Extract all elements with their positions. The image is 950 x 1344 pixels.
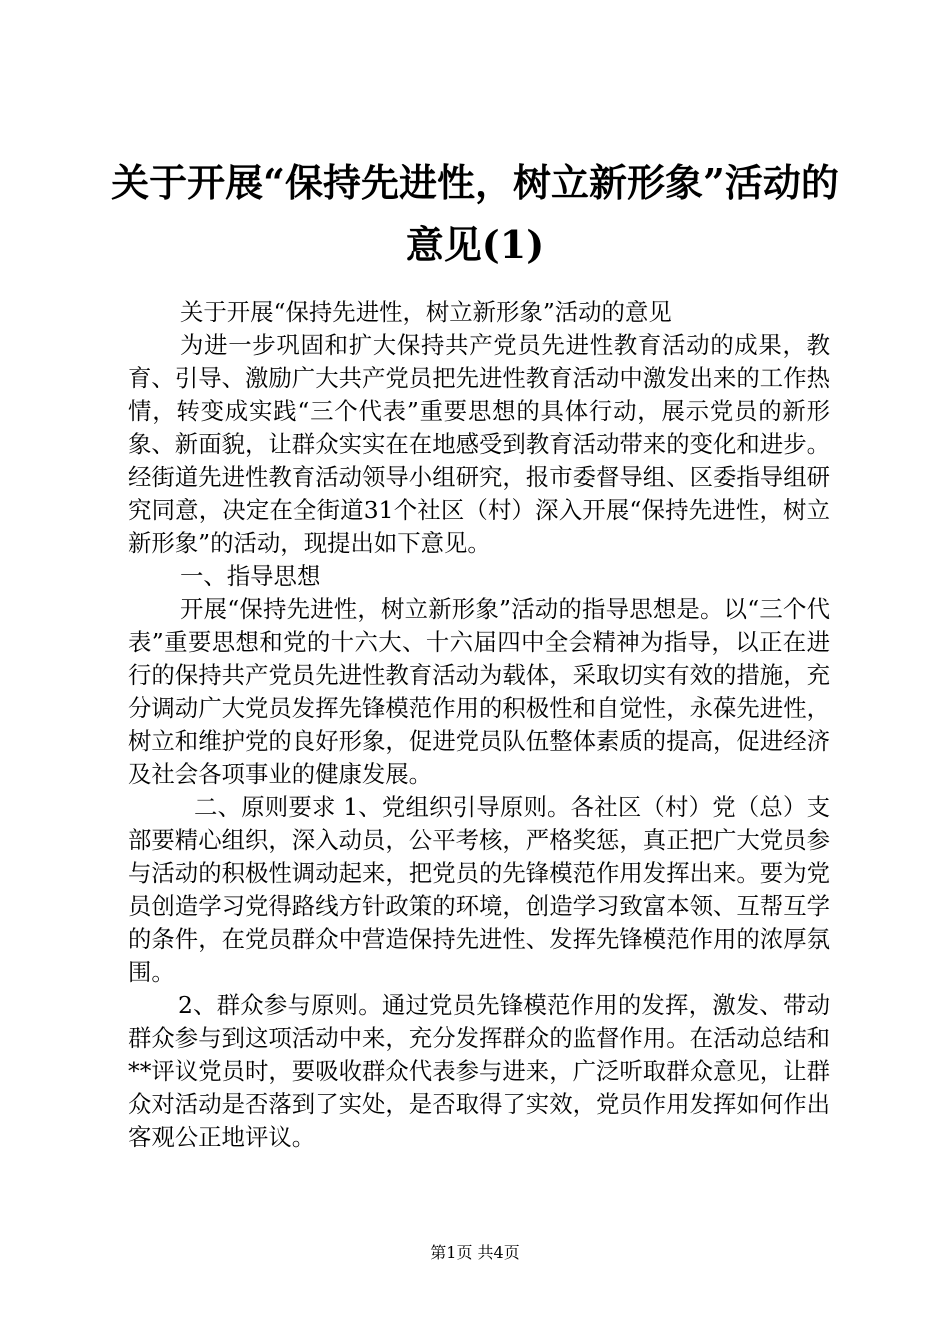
page-number-footer: 第1页 共4页 <box>430 1243 520 1262</box>
paragraph-mass-participation: 2、群众参与原则。通过党员先锋模范作用的发挥，激发、带动群众参与到这项活动中来，充分发挥群众的监督作用。在活动总结和**评议党员时，要吸收群众代表参与进来，广泛听取群众意见，让群众对活动是否落到了实处，是否取得了实效，党员作用发挥如何作出客观公正地评议。 <box>128 991 830 1151</box>
document-subtitle: 关于开展“保持先进性，树立新形象”活动的意见 <box>180 298 672 326</box>
paragraph-guiding-ideology: 开展“保持先进性，树立新形象”活动的指导思想是。以“三个代表”重要思想和党的十六大、十六届四中全会精神为指导，以正在进行的保持共产党员先进性教育活动为载体，采取切实有效的措施，充分调动广大党员发挥先锋模范作用的积极性和自觉性，永葆先进性，树立和维护党的良好形象，促进党员队伍整体素质的提高，促进经济及社会各项事业的健康发展。 <box>128 595 830 788</box>
paragraph-intro: 为进一步巩固和扩大保持共产党员先进性教育活动的成果，教育、引导、激励广大共产党员把先进性教育活动中激发出来的工作热情，转变成实践“三个代表”重要思想的具体行动，展示党员的新形象、新面貌，让群众实实在在地感受到教育活动带来的变化和进步。经街道先进性教育活动领导小组研究，报市委督导组、区委指导组研究同意，决定在全街道31个社区（村）深入开展“保持先进性，树立新形象”的活动，现提出如下意见。 <box>128 331 830 557</box>
document-title-line2: 意见(1) <box>405 222 545 267</box>
document-title-line1: 关于开展“保持先进性，树立新形象”活动的 <box>111 160 839 205</box>
section-heading-guiding-ideology: 一、指导思想 <box>180 562 321 590</box>
document-body <box>128 296 830 1154</box>
paragraph-principles: 二、原则要求 1、党组织引导原则。各社区（村）党（总）支部要精心组织，深入动员，公平考核，严格奖惩，真正把广大党员参与活动的积极性调动起来，把党员的先锋模范作用发挥出来。要为党员创造学习党得路线方针政策的环境，创造学习致富本领、互帮互学的条件，在党员群众中营造保持先进性、发挥先锋模范作用的浓厚氛围。 <box>128 793 830 986</box>
